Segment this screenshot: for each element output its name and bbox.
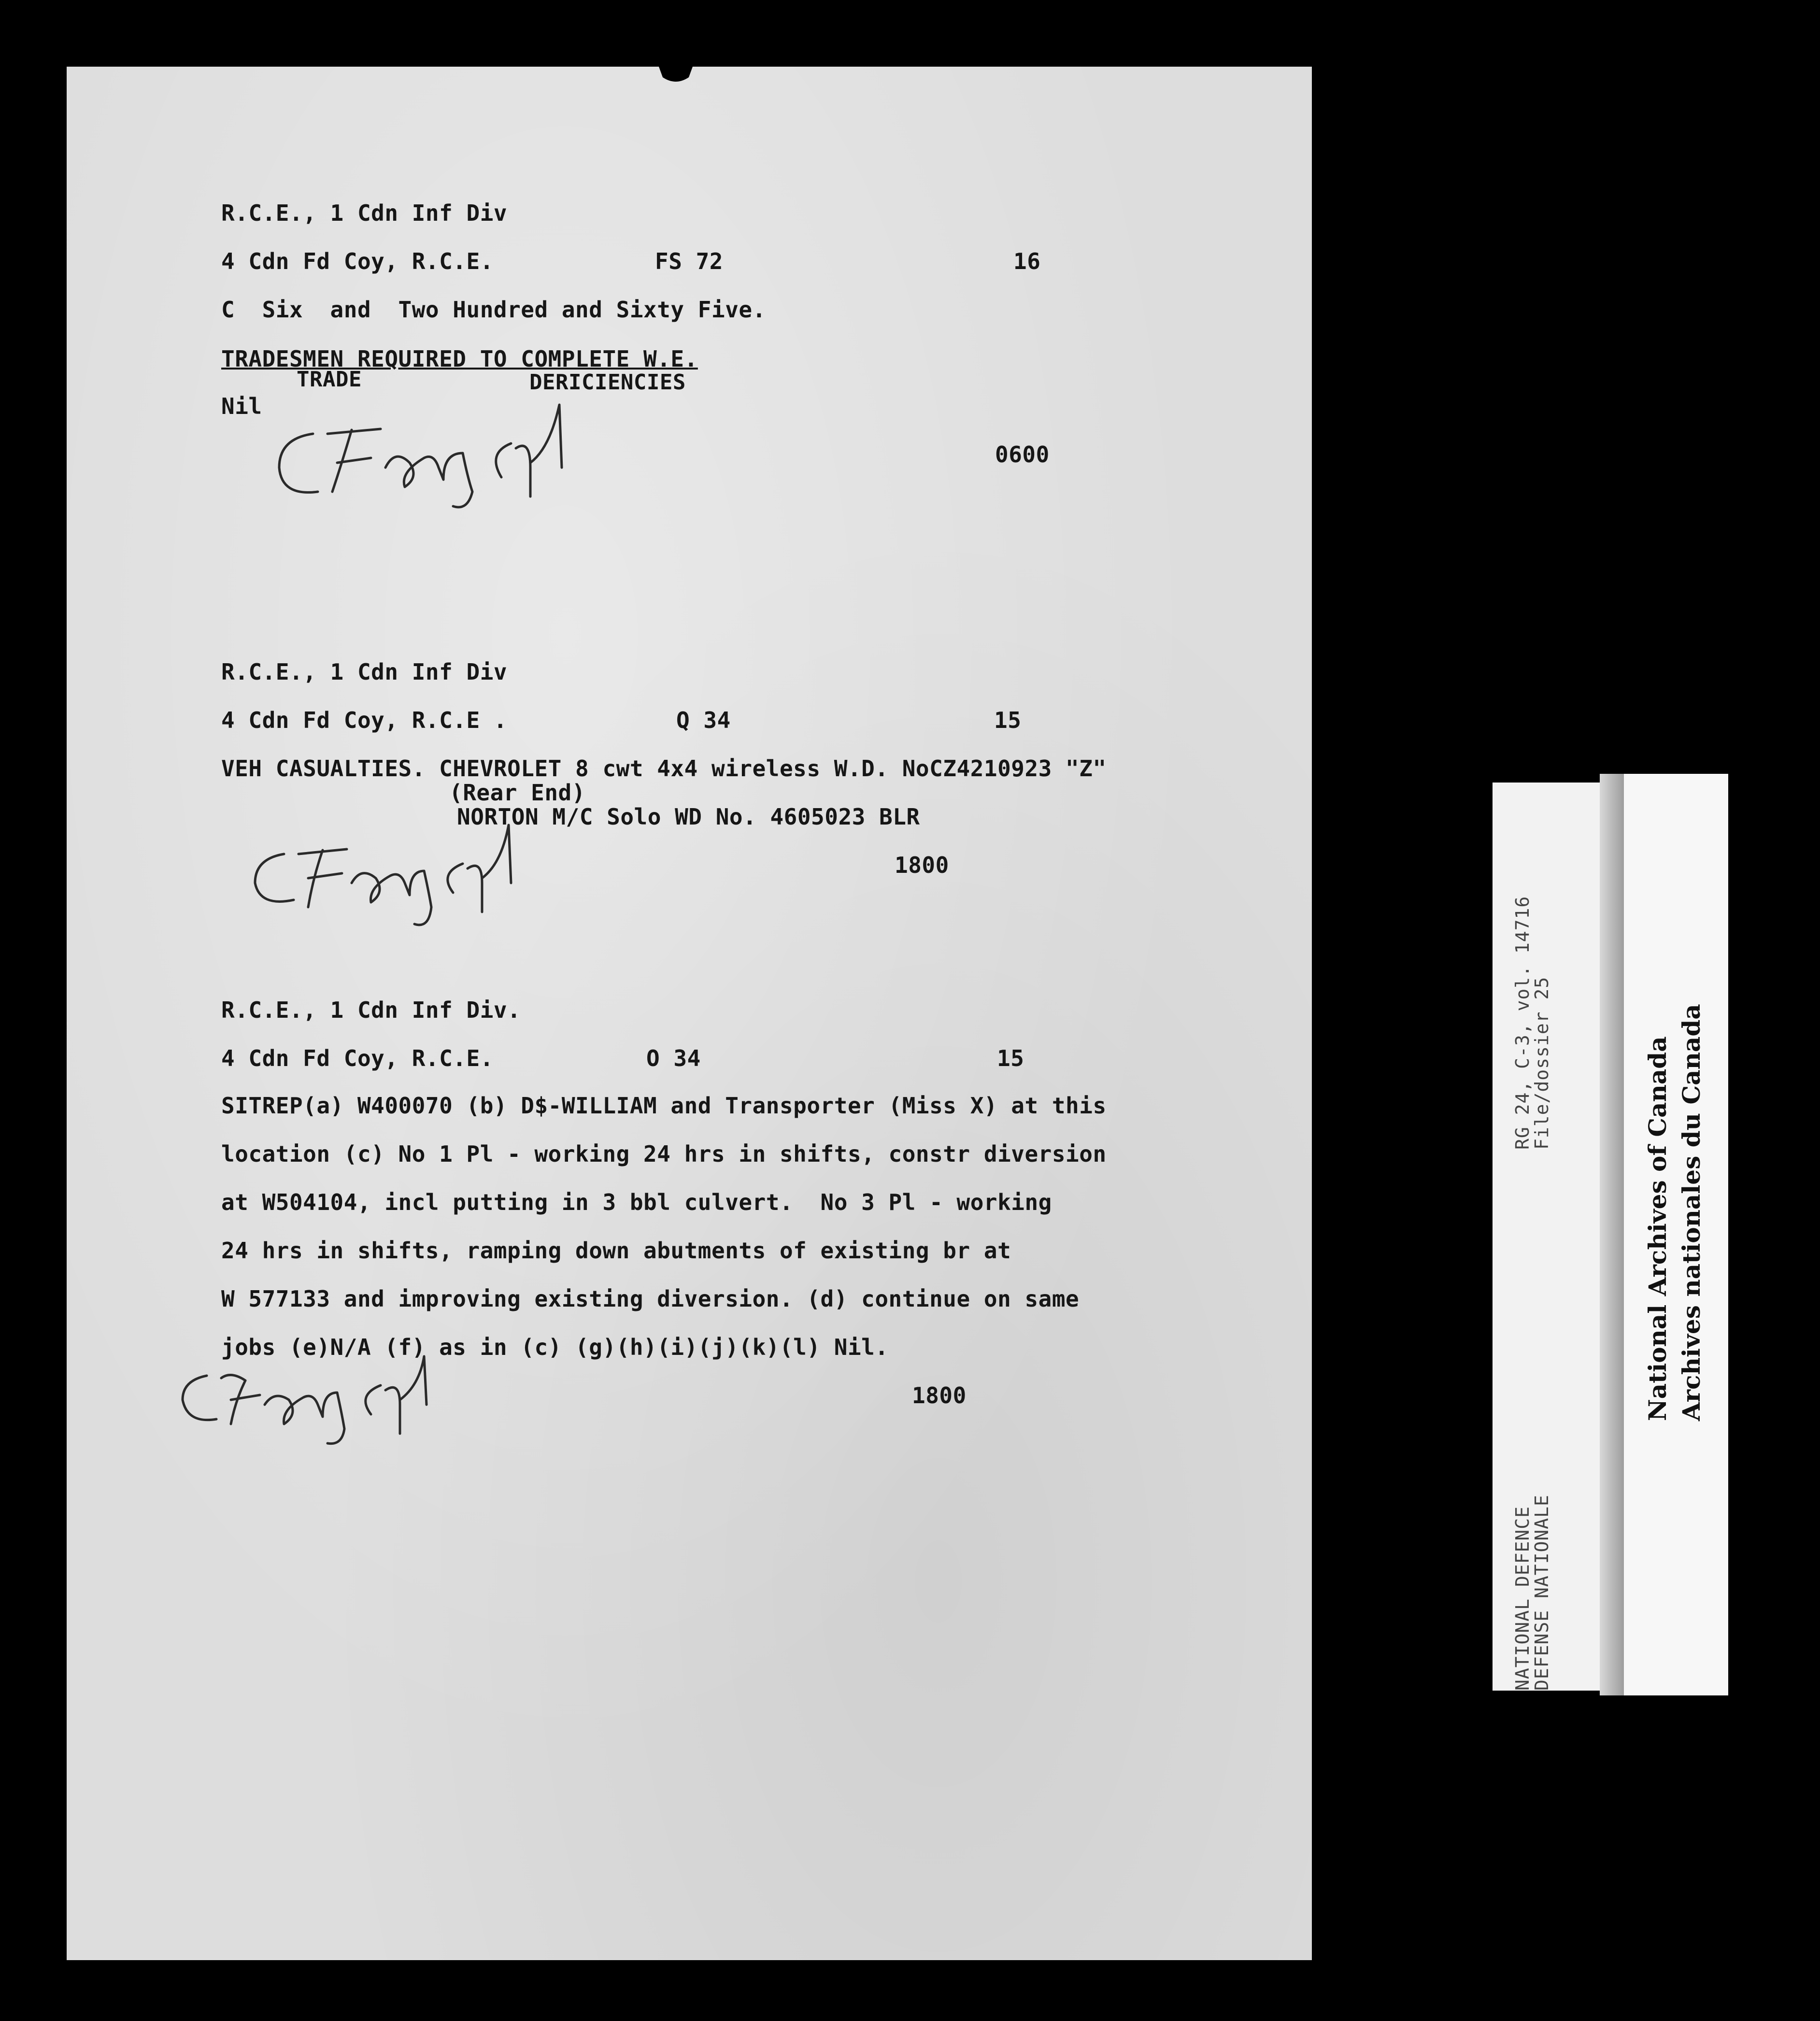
entry2-line2: (Rear End) <box>449 780 585 806</box>
signature-1 <box>260 395 608 511</box>
archive-name-en: National Archives of Canada <box>1643 1036 1672 1421</box>
archive-ref-line1: RG 24, C-3, vol. 14716 <box>1512 896 1533 1150</box>
archive-dept-line2: DEFENSE NATIONALE <box>1531 1494 1552 1691</box>
entry3-date: 15 <box>997 1045 1024 1071</box>
entry1-time: 0600 <box>995 441 1050 468</box>
archive-label-name <box>1624 774 1728 1695</box>
entry3-line3: at W504104, incl putting in 3 bbl culvert. No 3 Pl - working <box>221 1189 1052 1215</box>
entry3-ref: O 34 <box>646 1045 701 1071</box>
entry2-ref: Q 34 <box>676 707 731 733</box>
entry1-value: Nil <box>221 393 262 419</box>
entry1-unit: R.C.E., 1 Cdn Inf Div <box>221 200 508 226</box>
entry3-coy: 4 Cdn Fd Coy, R.C.E. <box>221 1045 494 1071</box>
entry3-line6: jobs (e)N/A (f) as in (c) (g)(h)(i)(j)(k)(l) Nil. <box>221 1334 889 1360</box>
document-page <box>67 67 1312 1960</box>
entry1-line1: C Six and Two Hundred and Sixty Five. <box>221 297 766 323</box>
entry2-coy: 4 Cdn Fd Coy, R.C.E . <box>221 707 508 733</box>
entry3-time: 1800 <box>912 1382 967 1409</box>
archive-label <box>1493 774 1728 1695</box>
entry1-ref: FS 72 <box>655 248 723 274</box>
entry3-line2: location (c) No 1 Pl - working 24 hrs in shifts, constr diversion <box>221 1141 1107 1167</box>
entry1-heading: TRADESMEN REQUIRED TO COMPLETE W.E. <box>221 346 698 372</box>
signature-3 <box>168 1352 458 1448</box>
entry2-unit: R.C.E., 1 Cdn Inf Div <box>221 659 508 685</box>
punch-hole <box>654 67 697 84</box>
entry3-line4: 24 hrs in shifts, ramping down abutments of existing br at <box>221 1238 1011 1264</box>
entry1-date: 16 <box>1013 248 1041 274</box>
archive-dept-line1: NATIONAL DEFENCE <box>1512 1506 1533 1691</box>
entry3-line5: W 577133 and improving existing diversion. (d) continue on same <box>221 1286 1080 1312</box>
entry1-coy: 4 Cdn Fd Coy, R.C.E. <box>221 248 494 274</box>
entry3-line1: SITREP(a) W400070 (b) D$-WILLIAM and Transporter (Miss X) at this <box>221 1093 1107 1119</box>
entry1-col-deficiencies: DERICIENCIES <box>529 370 686 395</box>
entry1-col-trade: TRADE <box>297 367 362 392</box>
signature-2 <box>241 820 540 936</box>
archive-name-fr: Archives nationales du Canada <box>1677 1004 1706 1421</box>
entry2-date: 15 <box>994 707 1022 733</box>
entry2-line3: NORTON M/C Solo WD No. 4605023 BLR <box>457 804 920 830</box>
entry2-time: 1800 <box>895 852 949 878</box>
entry2-line1: VEH CASUALTIES. CHEVROLET 8 cwt 4x4 wireless W.D. NoCZ4210923 "Z" <box>221 755 1107 782</box>
archive-ref-line2: File/dossier 25 <box>1531 976 1552 1150</box>
entry3-unit: R.C.E., 1 Cdn Inf Div. <box>221 997 521 1023</box>
